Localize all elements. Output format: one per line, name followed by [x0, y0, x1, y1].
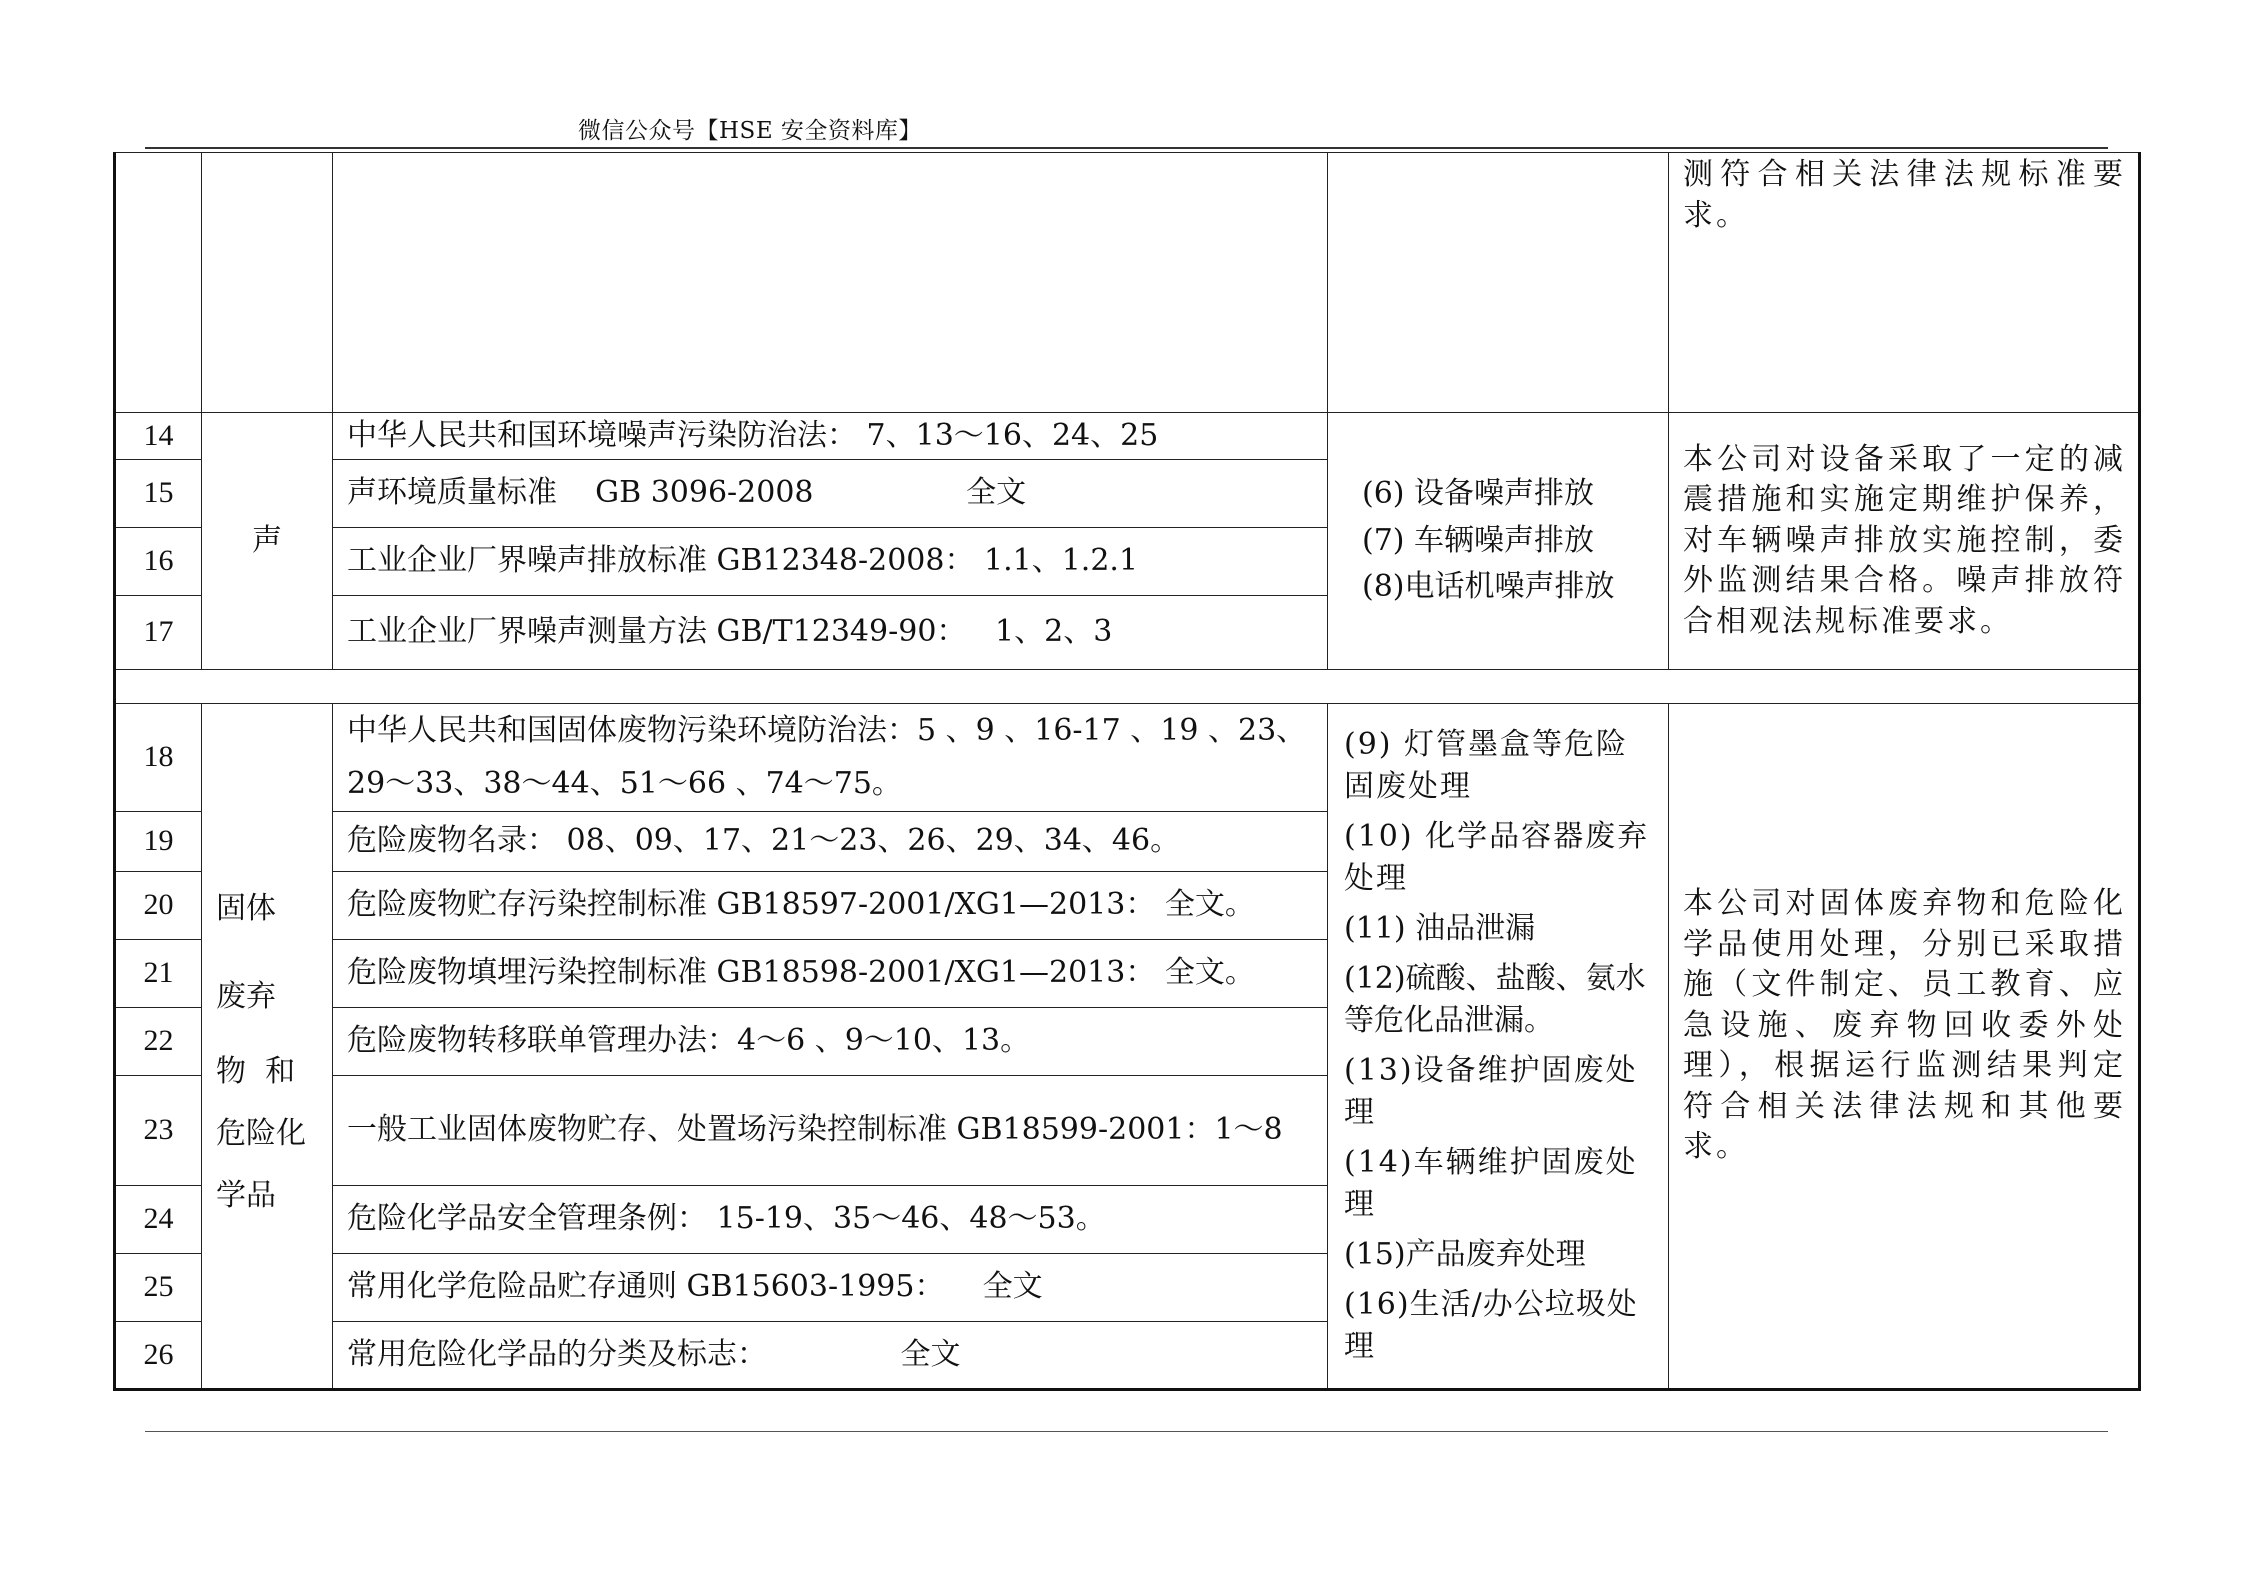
waste-category-cell: [202, 704, 333, 1390]
noise-eval-cell: 本公司对设备采取了一定的减震措施和实施定期维护保养，对车辆噪声排放实施控制，委外监测结果合格。噪声排放符合相观法规标准要求。: [1669, 413, 2140, 670]
row-number: 18: [115, 704, 202, 812]
row-number: 22: [115, 1008, 202, 1076]
waste-item: (9) 灯管墨盒等危险固废处理: [1344, 727, 1629, 804]
law-cell: 常用化学危险品贮存通则 GB15603-1995： 全文: [333, 1254, 1328, 1322]
noise-category-cell: 声: [202, 413, 333, 670]
separator-cell: [115, 670, 2140, 704]
row-number: 14: [115, 413, 202, 460]
row-number: 16: [115, 528, 202, 596]
continuation-law-cell: [333, 153, 1328, 413]
table-row: [115, 704, 2140, 812]
law-cell: 危险废物名录： 08、09、17、21～23、26、29、34、46。: [333, 812, 1328, 872]
separator-row: [115, 670, 2140, 704]
waste-category-line: 物 和: [216, 1054, 296, 1089]
row-number: 23: [115, 1076, 202, 1186]
noise-item: (6) 设备噪声排放: [1362, 476, 1595, 512]
law-cell: 工业企业厂界噪声测量方法 GB/T12349-90： 1、2、3: [333, 596, 1328, 670]
waste-item: (12)硫酸、盐酸、氨水等危化品泄漏。: [1344, 961, 1646, 1038]
waste-category-line: 废弃: [216, 979, 276, 1014]
row-number: 24: [115, 1186, 202, 1254]
waste-item: (13)设备维护固废处理: [1344, 1053, 1638, 1130]
continuation-category-cell: [202, 153, 333, 413]
waste-category-line: 学品: [216, 1178, 276, 1213]
law-cell: 危险化学品安全管理条例： 15-19、35～46、48～53。: [333, 1186, 1328, 1254]
row-number: 17: [115, 596, 202, 670]
regulations-table: [113, 152, 2141, 1391]
row-number: 19: [115, 812, 202, 872]
page-header-text: 微信公众号【HSE 安全资料库】: [578, 118, 922, 144]
row-number: 26: [115, 1322, 202, 1390]
row-number: 21: [115, 940, 202, 1008]
waste-item: (15)产品废弃处理: [1344, 1237, 1586, 1272]
waste-item: (11) 油品泄漏: [1344, 911, 1536, 946]
footer-divider: [145, 1431, 2108, 1432]
waste-item: (14)车辆维护固废处理: [1344, 1145, 1638, 1222]
law-cell: 声环境质量标准 GB 3096-2008 全文: [333, 460, 1328, 528]
noise-item: (7) 车辆噪声排放: [1362, 522, 1595, 558]
noise-item: (8)电话机噪声排放: [1362, 569, 1615, 605]
law-cell: 一般工业固体废物贮存、处置场污染控制标准 GB18599-2001：1～8: [333, 1076, 1328, 1186]
row-number: 20: [115, 872, 202, 940]
waste-eval-cell: 本公司对固体废弃物和危险化学品使用处理，分别已采取措施（文件制定、员工教育、应急设施、废弃物回收委外处理），根据运行监测结果判定符合相关法律法规和其他要求。: [1669, 704, 2140, 1390]
row-number: 15: [115, 460, 202, 528]
continuation-num-cell: [115, 153, 202, 413]
table-row: [115, 413, 2140, 460]
waste-items-cell: [1328, 704, 1669, 1390]
law-cell: 常用危险化学品的分类及标志： 全文: [333, 1322, 1328, 1390]
noise-items-cell: [1328, 413, 1669, 670]
waste-category-line: 危险化: [216, 1116, 306, 1151]
header-divider: [145, 147, 2108, 149]
law-cell: 危险废物填埋污染控制标准 GB18598-2001/XG1—2013： 全文。: [333, 940, 1328, 1008]
law-cell: 中华人民共和国环境噪声污染防治法： 7、13～16、24、25: [333, 413, 1328, 460]
law-cell: 危险废物贮存污染控制标准 GB18597-2001/XG1—2013： 全文。: [333, 872, 1328, 940]
row-number: 25: [115, 1254, 202, 1322]
continuation-item-cell: [1328, 153, 1669, 413]
law-cell: 工业企业厂界噪声排放标准 GB12348-2008： 1.1、1.2.1: [333, 528, 1328, 596]
continuation-row: [115, 153, 2140, 413]
waste-category-line: 固体: [216, 891, 276, 926]
continuation-eval-cell: 测符合相关法律法规标准要求。: [1669, 153, 2140, 413]
waste-item: (16)生活/办公垃圾处理: [1344, 1287, 1638, 1364]
law-cell: 危险废物转移联单管理办法：4～6 、9～10、13。: [333, 1008, 1328, 1076]
waste-item: (10) 化学品容器废弃处理: [1344, 819, 1650, 896]
law-cell: 中华人民共和国固体废物污染环境防治法：5 、9 、16-17 、19 、23、29～33、38～44、51～66 、74～75。: [333, 704, 1328, 812]
